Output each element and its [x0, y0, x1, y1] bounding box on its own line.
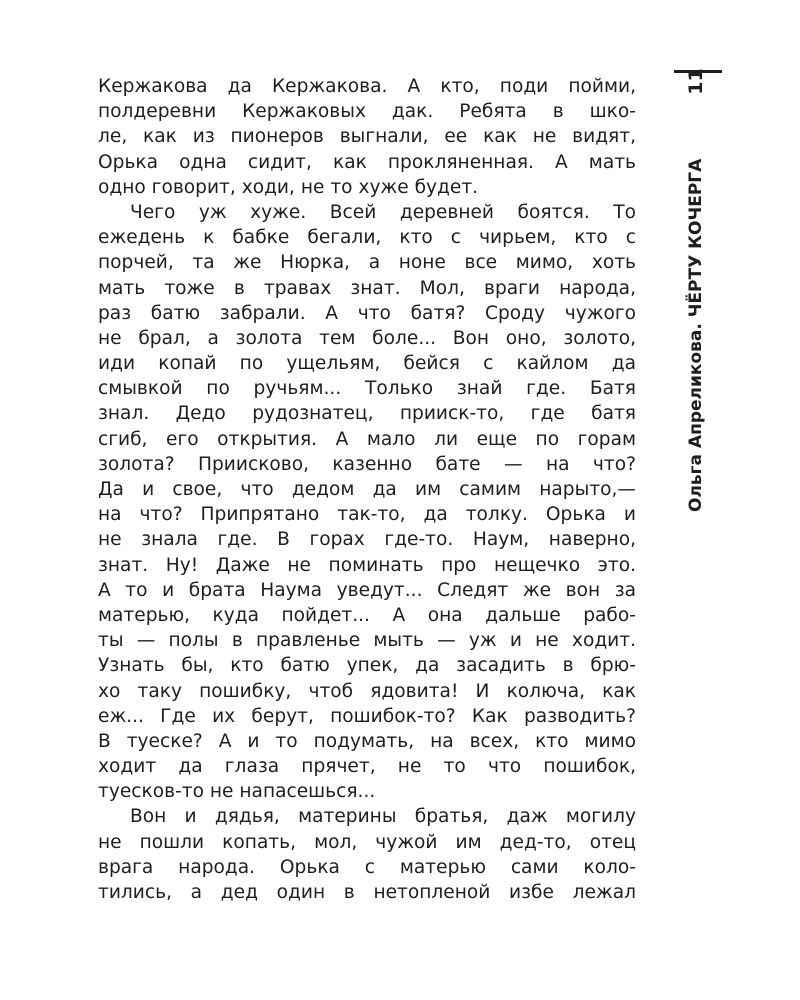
text-line: врага народа. Орька с матерью сами коло-	[98, 856, 636, 878]
text-line: Орька одна сидит, как прокляненная. А мать	[98, 151, 636, 173]
text-line: ле, как из пионеров выгнали, ее как не видят,	[98, 126, 636, 148]
text-line: знат. Ну! Даже не поминать про нещечко это.	[98, 554, 636, 576]
text-line: раз батю забрали. А что батя? Сроду чужого	[98, 302, 636, 324]
text-line: одно говорит, ходи, не то хуже будет.	[98, 176, 479, 198]
running-header-rotated	[685, 68, 707, 512]
text-line: хо таку пошибку, чтоб ядовита! И колюча, как	[98, 680, 636, 702]
text-line: смывкой по ручьям... Только знай где. Батя	[98, 378, 636, 400]
text-line: туесков-то не напасешься...	[98, 781, 376, 803]
text-line: знал. Дедо рудознатец, прииск-то, где батя	[98, 403, 636, 425]
text-line: еж... Где их берут, пошибок-то? Как разводить?	[98, 705, 636, 727]
text-line: сгиб, его открытия. А мало ли еще по горам	[98, 428, 636, 450]
text-line: Да и свое, что дедом да им самим нарыто,—	[98, 479, 636, 500]
text-line: золота? Приисково, казенно бате — на что?	[98, 453, 636, 475]
text-line: ты — полы в правленье мыть — уж и не ходит.	[98, 630, 636, 652]
body-text	[98, 74, 636, 905]
text-line: ходит да глаза прячет, не то что пошибок,	[98, 756, 636, 778]
text-line: матерью, куда пойдет... А она дальше рабо-	[98, 604, 636, 626]
text-line: иди копай по ущельям, бейся с кайлом да	[98, 353, 636, 375]
text-line: на что? Припрятано так-то, да толку. Орька и	[98, 504, 636, 526]
text-line: не знала где. В горах где-то. Наум, наверно,	[98, 529, 636, 551]
text-line: В туеске? А и то подумать, на всех, кто мимо	[98, 730, 636, 752]
text-line: не брал, а золота тем боле... Вон оно, золото,	[98, 327, 636, 349]
text-line: полдеревни Кержаковых дак. Ребята в шко-	[98, 101, 636, 123]
text-line: Вон и дядья, материны братья, даж могилу	[130, 806, 636, 828]
text-line: Узнать бы, кто батю упек, да засадить в брю-	[98, 655, 636, 677]
text-line: Кержакова да Кержакова. А кто, поди пойми,	[98, 76, 636, 97]
text-line: Чего уж хуже. Всей деревней боятся. То	[130, 201, 636, 223]
text-line: А то и брата Наума уведут... Следят же вон за	[98, 579, 636, 601]
page-number: 11	[685, 68, 707, 95]
text-line: ежедень к бабке бегали, кто с чирьем, кто с	[98, 227, 636, 249]
running-title: Ольга Апреликова. ЧЁРТУ КОЧЕРГА	[686, 158, 706, 512]
text-line: порчей, та же Нюрка, а ноне все мимо, хоть	[98, 252, 636, 274]
text-line: мать тоже в травах знат. Мол, враги народа,	[98, 277, 636, 299]
text-line: тились, а дед один в нетопленой избе лежал	[98, 882, 636, 903]
text-line: не пошли копать, мол, чужой им дед-то, отец	[98, 831, 636, 853]
